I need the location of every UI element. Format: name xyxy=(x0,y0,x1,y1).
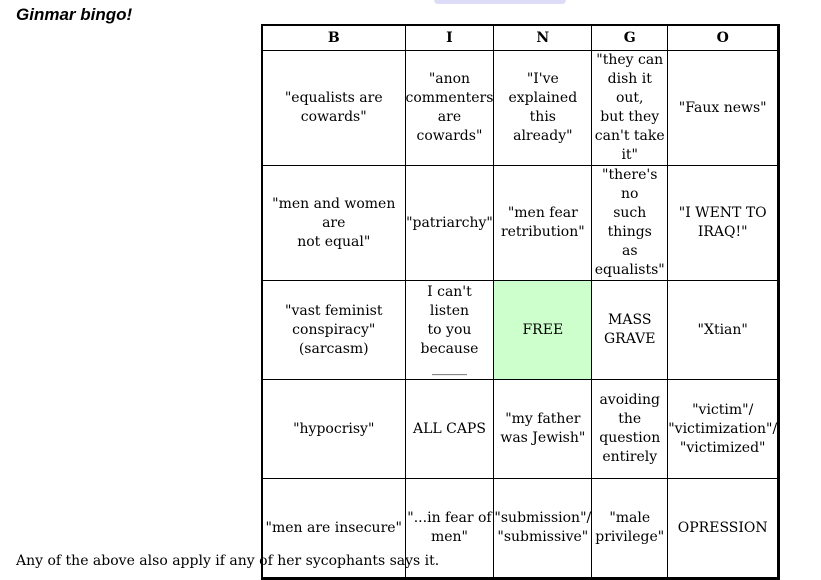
bingo-cell: "my father was Jewish" xyxy=(494,380,592,479)
bingo-cell: "anon commenters are cowards" xyxy=(405,51,494,166)
bingo-cell: "equalists are cowards" xyxy=(262,51,405,166)
bingo-header-row xyxy=(262,25,779,51)
bingo-header-i: I xyxy=(405,25,494,51)
bingo-row xyxy=(262,51,779,166)
bingo-header-o: O xyxy=(668,25,779,51)
footer-note: Any of the above also apply if any of her sycophants says it. xyxy=(16,553,440,569)
bingo-header-b: B xyxy=(262,25,405,51)
bingo-cell: "men fear retribution" xyxy=(494,166,592,281)
bingo-cell: "men are insecure" xyxy=(262,479,405,579)
bingo-header-g: G xyxy=(592,25,668,51)
bingo-cell: "hypocrisy" xyxy=(262,380,405,479)
bingo-cell: "patriarchy" xyxy=(405,166,494,281)
bingo-card xyxy=(261,24,780,580)
bingo-cell: "they can dish it out, but they can't take it" xyxy=(592,51,668,166)
bingo-cell: "...in fear of men" xyxy=(405,479,494,579)
bingo-cell: "I WENT TO IRAQ!" xyxy=(668,166,779,281)
bingo-row xyxy=(262,281,779,380)
bingo-cell: "there's no such things as equalists" xyxy=(592,166,668,281)
bingo-cell: "Xtian" xyxy=(668,281,779,380)
bingo-cell: "submission"/ "submissive" xyxy=(494,479,592,579)
browser-tab-edge xyxy=(434,0,566,4)
bingo-cell: "vast feminist conspiracy" (sarcasm) xyxy=(262,281,405,380)
bingo-row xyxy=(262,380,779,479)
bingo-cell: OPRESSION xyxy=(668,479,779,579)
bingo-row xyxy=(262,166,779,281)
bingo-cell: "men and women are not equal" xyxy=(262,166,405,281)
bingo-free-cell: FREE xyxy=(494,281,592,380)
bingo-cell: "I've explained this already" xyxy=(494,51,592,166)
bingo-cell: "Faux news" xyxy=(668,51,779,166)
bingo-cell: I can't listen to you because _____ xyxy=(405,281,494,380)
bingo-cell: ALL CAPS xyxy=(405,380,494,479)
bingo-cell: MASS GRAVE xyxy=(592,281,668,380)
bingo-cell: "male privilege" xyxy=(592,479,668,579)
bingo-cell: avoiding the question entirely xyxy=(592,380,668,479)
bingo-header-n: N xyxy=(494,25,592,51)
bingo-cell: "victim"/ "victimization"/ "victimized" xyxy=(668,380,779,479)
page-title: Ginmar bingo! xyxy=(16,5,133,24)
